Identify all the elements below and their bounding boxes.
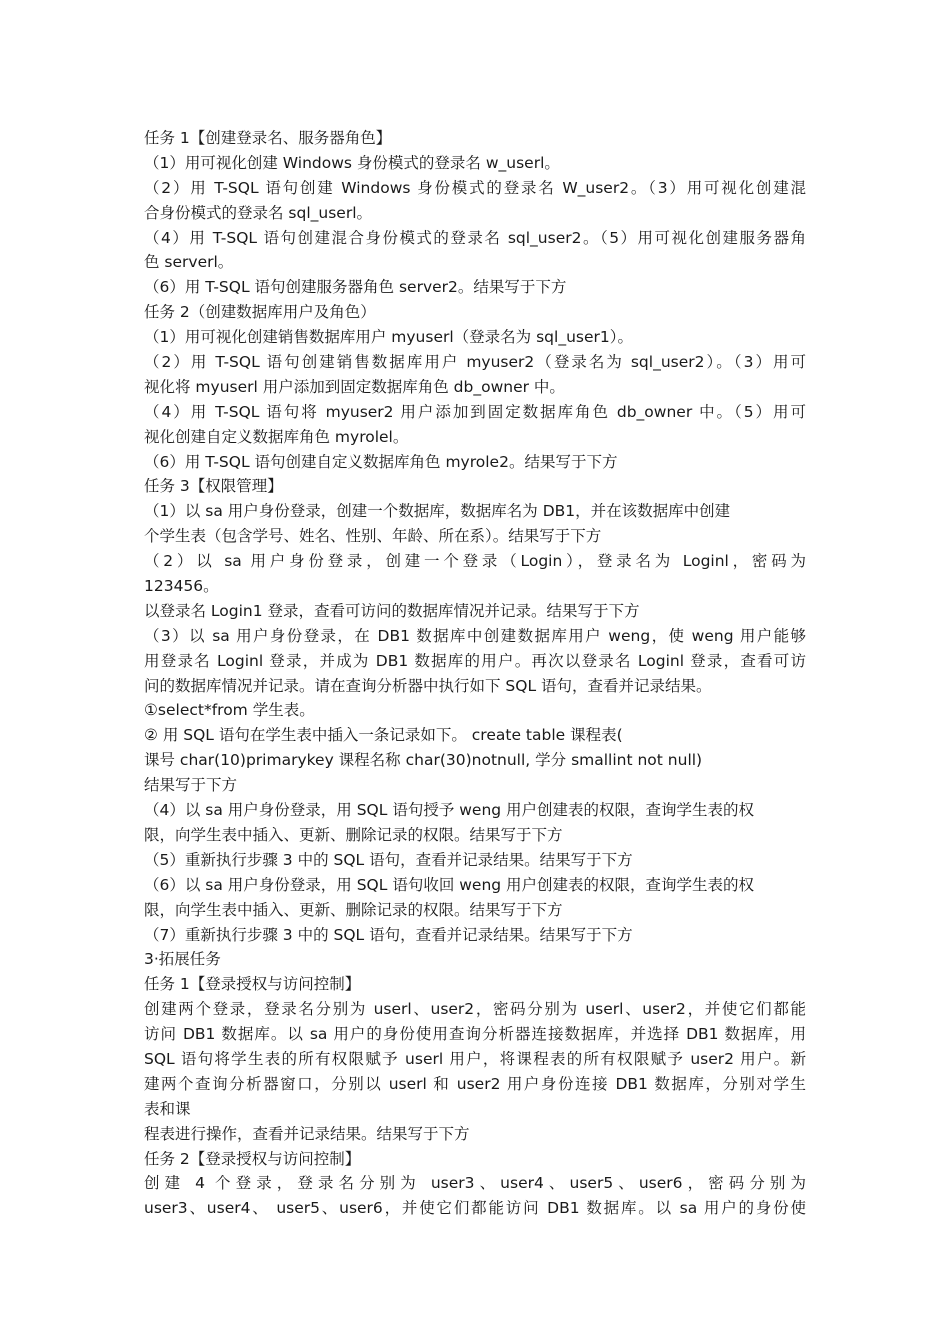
paragraph-line: 课号 char(10)primarykey 课程名称 char(30)notnull, 学分 smallint not null) [144, 751, 703, 770]
paragraph-line: （1）用可视化创建 Windows 身份模式的登录名 w_userl。 [144, 153, 560, 172]
paragraph-line: （7）重新执行步骤 3 中的 SQL 语句，查看并记录结果。结果写于下方 [144, 925, 633, 944]
paragraph-line: SQL 语句将学生表的所有权限赋予 userl 用户，将课程表的所有权限赋予 user2 用户。新 [144, 1049, 806, 1068]
paragraph-line: 结果写于下方 [144, 776, 238, 795]
paragraph-line: 色 serverl。 [144, 253, 234, 272]
paragraph-line: 合身份模式的登录名 sql_userl。 [144, 203, 373, 222]
paragraph-line: （6）用 T-SQL 语句创建自定义数据库角色 myrole2。结果写于下方 [144, 452, 618, 471]
paragraph-line: 建两个查询分析器窗口，分别以 userl 和 user2 用户身份连接 DB1 数据库，分别对学生 [144, 1074, 806, 1093]
paragraph-line: 123456。 [144, 577, 219, 596]
paragraph-line: （6）以 sa 用户身份登录，用 SQL 语句收回 weng 用户创建表的权限，查询学生表的权 [144, 875, 755, 894]
paragraph-line: 个学生表（包含学号、姓名、性别、年龄、所在系）。结果写于下方 [144, 527, 602, 546]
paragraph-line: user3、user4、 user5、user6，并使它们都能访问 DB1 数据库。以 sa 用户的身份使 [144, 1199, 806, 1218]
heading-task-2: 任务 2（创建数据库用户及角色） [144, 303, 376, 322]
document-body [144, 126, 806, 1221]
paragraph-line: （4）用 T-SQL 语句将 myuser2 用户添加到固定数据库角色 db_owner 中。（5）用可 [144, 402, 806, 421]
paragraph-line: ①select*from 学生表。 [144, 701, 315, 720]
heading-ext-task-2: 任务 2【登录授权与访问控制】 [144, 1149, 361, 1168]
heading-ext-task-1: 任务 1【登录授权与访问控制】 [144, 975, 361, 994]
heading-task-3: 任务 3【权限管理】 [144, 477, 283, 496]
paragraph-line: （4）用 T-SQL 语句创建混合身份模式的登录名 sql_user2。（5）用可视化创建服务器角 [144, 228, 806, 247]
paragraph-line: 限，向学生表中插入、更新、删除记录的权限。结果写于下方 [144, 825, 563, 844]
paragraph-line: （4）以 sa 用户身份登录，用 SQL 语句授予 weng 用户创建表的权限，查询学生表的权 [144, 801, 755, 820]
paragraph-line: 程表进行操作，查看并记录结果。结果写于下方 [144, 1124, 470, 1143]
paragraph-line: 创建 4 个登录，登录名分别为 user3、user4、user5、user6，密码分别为 [144, 1174, 806, 1193]
paragraph-line: 用登录名 Loginl 登录，并成为 DB1 数据库的用户。再次以登录名 Loginl 登录，查看可访 [144, 651, 806, 670]
paragraph-line: 以登录名 Login1 登录，查看可访问的数据库情况并记录。结果写于下方 [144, 601, 640, 620]
paragraph-line: 表和课 [144, 1099, 191, 1118]
paragraph-line: 限，向学生表中插入、更新、删除记录的权限。结果写于下方 [144, 900, 563, 919]
section-heading-extension: 3·拓展任务 [144, 950, 221, 969]
heading-task-1: 任务 1【创建登录名、服务器角色】 [144, 129, 392, 147]
paragraph-line: 问的数据库情况并记录。请在查询分析器中执行如下 SQL 语句，查看并记录结果。 [144, 676, 712, 695]
paragraph-line: （2）用 T-SQL 语句创建销售数据库用户 myuser2（登录名为 sql_user2）。（3）用可 [144, 353, 806, 372]
paragraph-line: （1）用可视化创建销售数据库用户 myuserl（登录名为 sql_user1）。 [144, 328, 633, 347]
paragraph-line: （2）以 sa 用户身份登录，创建一个登录（Login），登录名为 Loginl，密码为 [144, 552, 806, 571]
paragraph-line: （3）以 sa 用户身份登录，在 DB1 数据库中创建数据库用户 weng，使 weng 用户能够 [144, 626, 806, 645]
paragraph-line: 创建两个登录，登录名分别为 userl、user2，密码分别为 userl、user2，并使它们都能 [144, 1000, 806, 1019]
paragraph-line: 视化创建自定义数据库角色 myrolel。 [144, 427, 409, 446]
paragraph-line: 访问 DB1 数据库。以 sa 用户的身份使用查询分析器连接数据库，并选择 DB1 数据库，用 [144, 1025, 806, 1044]
paragraph-line: （5）重新执行步骤 3 中的 SQL 语句，查看并记录结果。结果写于下方 [144, 850, 633, 869]
paragraph-line: ② 用 SQL 语句在学生表中插入一条记录如下。 create table 课程表( [144, 726, 623, 745]
paragraph-line: （1）以 sa 用户身份登录，创建一个数据库，数据库名为 DB1，并在该数据库中创建 [144, 502, 731, 521]
paragraph-line: 视化将 myuserl 用户添加到固定数据库角色 db_owner 中。 [144, 377, 565, 396]
paragraph-line: （6）用 T-SQL 语句创建服务器角色 server2。结果写于下方 [144, 278, 567, 297]
paragraph-line: （2）用 T-SQL 语句创建 Windows 身份模式的登录名 W_user2。（3）用可视化创建混 [144, 178, 806, 197]
